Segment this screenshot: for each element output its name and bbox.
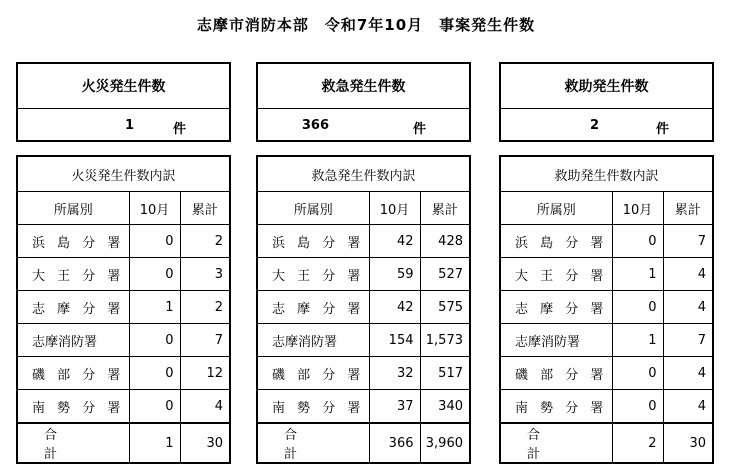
table-row	[257, 357, 470, 390]
station-name: 志 摩 分 署	[17, 291, 129, 324]
month-count: 59	[369, 258, 420, 291]
cumulative-count: 4	[663, 258, 713, 291]
station-name: 志摩消防署	[500, 324, 612, 357]
table-row	[257, 291, 470, 324]
table-row	[500, 258, 713, 291]
table-row	[17, 258, 230, 291]
total-label: 合 計	[500, 423, 612, 463]
station-name: 浜 島 分 署	[500, 225, 612, 258]
station-name: 志摩消防署	[17, 324, 129, 357]
fire-summary-box	[16, 62, 231, 142]
cumulative-count: 7	[663, 225, 713, 258]
table-row	[17, 357, 230, 390]
station-name: 磯 部 分 署	[500, 357, 612, 390]
cumulative-count: 12	[180, 357, 230, 390]
total-cumulative-count: 3,960	[420, 423, 470, 463]
station-name: 南 勢 分 署	[257, 390, 369, 424]
total-label: 合 計	[257, 423, 369, 463]
station-name: 磯 部 分 署	[257, 357, 369, 390]
rescue-summary-value: 2	[589, 118, 599, 133]
cumulative-count: 2	[180, 291, 230, 324]
table-row	[17, 324, 230, 357]
month-count: 0	[129, 324, 180, 357]
table-row	[17, 390, 230, 424]
ambulance-summary-label: 救急発生件数	[258, 64, 469, 109]
ambulance-breakdown-caption: 救急発生件数内訳	[257, 156, 470, 192]
station-name: 南 勢 分 署	[500, 390, 612, 424]
month-count: 1	[612, 324, 663, 357]
cumulative-count: 7	[663, 324, 713, 357]
station-name: 大 王 分 署	[500, 258, 612, 291]
table-row	[500, 390, 713, 424]
column-header-month: 10月	[612, 192, 663, 225]
rescue-summary-label: 救助発生件数	[501, 64, 712, 109]
month-count: 0	[129, 225, 180, 258]
rescue-breakdown-table	[499, 155, 714, 464]
cumulative-count: 575	[420, 291, 470, 324]
table-row	[17, 291, 230, 324]
page-title: 志摩市消防本部 令和7年10月 事案発生件数	[196, 16, 536, 34]
ambulance-breakdown-table	[256, 155, 471, 464]
cumulative-count: 7	[180, 324, 230, 357]
month-count: 0	[129, 390, 180, 424]
month-count: 154	[369, 324, 420, 357]
table-row	[500, 324, 713, 357]
table-row	[500, 357, 713, 390]
fire-summary-unit: 件	[173, 122, 187, 137]
cumulative-count: 517	[420, 357, 470, 390]
month-count: 0	[129, 258, 180, 291]
total-cumulative-count: 30	[663, 423, 713, 463]
table-row	[257, 225, 470, 258]
total-row	[17, 423, 230, 463]
total-label: 合 計	[17, 423, 129, 463]
station-name: 浜 島 分 署	[17, 225, 129, 258]
rescue-breakdown-caption: 救助発生件数内訳	[500, 156, 713, 192]
station-name: 大 王 分 署	[17, 258, 129, 291]
station-name: 志摩消防署	[257, 324, 369, 357]
cumulative-count: 2	[180, 225, 230, 258]
cumulative-count: 1,573	[420, 324, 470, 357]
ambulance-summary-value: 366	[301, 118, 329, 133]
cumulative-count: 4	[663, 291, 713, 324]
table-row	[500, 291, 713, 324]
cumulative-count: 428	[420, 225, 470, 258]
table-row	[17, 225, 230, 258]
rescue-summary-box	[499, 62, 714, 142]
column-header-station: 所属別	[500, 192, 612, 225]
total-row	[257, 423, 470, 463]
month-count: 0	[129, 357, 180, 390]
table-row	[257, 324, 470, 357]
cumulative-count: 527	[420, 258, 470, 291]
ambulance-summary-unit: 件	[413, 122, 427, 137]
fire-summary-value: 1	[124, 118, 134, 133]
station-name: 磯 部 分 署	[17, 357, 129, 390]
station-name: 志 摩 分 署	[500, 291, 612, 324]
cumulative-count: 4	[663, 390, 713, 424]
column-header-total: 累計	[180, 192, 230, 225]
total-month-count: 2	[612, 423, 663, 463]
table-row	[257, 258, 470, 291]
column-header-month: 10月	[369, 192, 420, 225]
column-header-total: 累計	[663, 192, 713, 225]
month-count: 42	[369, 291, 420, 324]
column-header-station: 所属別	[257, 192, 369, 225]
month-count: 0	[612, 390, 663, 424]
rescue-summary-unit: 件	[656, 122, 670, 137]
month-count: 1	[612, 258, 663, 291]
station-name: 志 摩 分 署	[257, 291, 369, 324]
month-count: 0	[612, 357, 663, 390]
table-row	[500, 225, 713, 258]
cumulative-count: 4	[180, 390, 230, 424]
total-cumulative-count: 30	[180, 423, 230, 463]
station-name: 大 王 分 署	[257, 258, 369, 291]
table-row	[257, 390, 470, 424]
cumulative-count: 4	[663, 357, 713, 390]
fire-breakdown-caption: 火災発生件数内訳	[17, 156, 230, 192]
column-header-station: 所属別	[17, 192, 129, 225]
station-name: 浜 島 分 署	[257, 225, 369, 258]
station-name: 南 勢 分 署	[17, 390, 129, 424]
month-count: 42	[369, 225, 420, 258]
month-count: 37	[369, 390, 420, 424]
total-month-count: 1	[129, 423, 180, 463]
month-count: 1	[129, 291, 180, 324]
month-count: 32	[369, 357, 420, 390]
fire-breakdown-table	[16, 155, 231, 464]
month-count: 0	[612, 291, 663, 324]
column-header-month: 10月	[129, 192, 180, 225]
fire-summary-label: 火災発生件数	[18, 64, 229, 109]
cumulative-count: 3	[180, 258, 230, 291]
month-count: 0	[612, 225, 663, 258]
cumulative-count: 340	[420, 390, 470, 424]
total-row	[500, 423, 713, 463]
total-month-count: 366	[369, 423, 420, 463]
ambulance-summary-box	[256, 62, 471, 142]
column-header-total: 累計	[420, 192, 470, 225]
